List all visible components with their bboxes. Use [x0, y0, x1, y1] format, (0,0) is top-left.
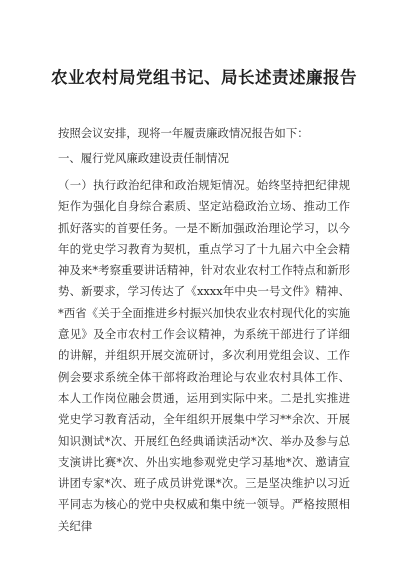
- document-title: 农业农村局党组书记、局长述责述廉报告: [51, 68, 357, 87]
- intro-text: 按照会议安排，现将一年履责廉政情况报告如下：: [58, 126, 309, 140]
- body-paragraph: （一）执行政治纪律和政治规矩情况。始终坚持把纪律规矩作为强化自身综合素质、坚定站稳政治立场、推动工作抓好落实的首要任务。一是不断加强政治理论学习，以今年的党史学习教育为契机，重点学习了十九届六中全会精神及来*考察重要讲话精神，针对农业农村工作特点和新形势、新要求，学习传达了《xxxx年中央一号文件》精神、*西省《关于全面推进乡村振兴加快农业农村现代化的实施意见》及全市农村工作会议精神，为系统干部进行了详细的讲解，并组织开展交流研讨，多次利用党组会议、工作例会要求系统全体干部将政治理论与农业农村具体工作、本人工作岗位融会贯通，运用到实际中来。二是扎实推进党史学习教育活动，全年组织开展集中学习**余次、开展知识测试*次、开展红色经典诵读活动*次、举办及参与总支演讲比赛*次、外出实地参观党史学习基地*次、邀请宣讲团专家*次、班子成员讲党课*次。三是坚决维护以习近平同志为核心的党中央权威和集中统一领导。严格按照相关纪律: [58, 178, 350, 533]
- section-heading: 一、履行党风廉政建设责任制情况: [58, 151, 229, 165]
